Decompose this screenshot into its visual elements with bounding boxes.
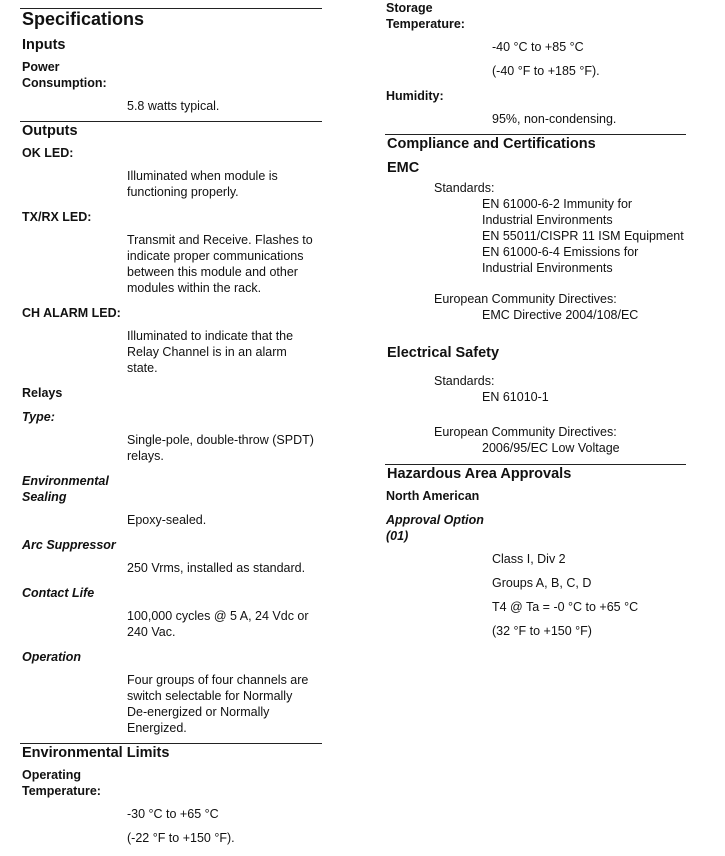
electrical-standards-value: EN 61010-1 bbox=[482, 390, 549, 404]
ok-led-value: Illuminated when module is functioning properly. bbox=[127, 169, 278, 199]
relay-type-label: Type: bbox=[22, 410, 55, 424]
contact-life-value: 100,000 cycles @ 5 A, 24 Vdc or 240 Vac. bbox=[127, 609, 309, 639]
emc-standards-list: EN 61000-6-2 Immunity for Industrial Environments EN 55011/CISPR 11 ISM Equipment EN 61000-6-4 Emissions for Industrial Environments bbox=[482, 197, 684, 275]
emc-standards-label: Standards: bbox=[434, 181, 495, 195]
storage-temperature-celsius: -40 °C to +85 °C bbox=[492, 40, 584, 54]
electrical-directives-value: 2006/95/EC Low Voltage bbox=[482, 441, 620, 455]
storage-temperature-fahrenheit: (-40 °F to +185 °F). bbox=[492, 64, 600, 78]
contact-life-label: Contact Life bbox=[22, 586, 95, 600]
environmental-sealing-value: Epoxy-sealed. bbox=[127, 513, 207, 527]
power-consumption-value: 5.8 watts typical. bbox=[127, 99, 220, 113]
hazardous-temp-celsius: T4 @ Ta = -0 °C to +65 °C bbox=[492, 600, 639, 614]
electrical-standards-label: Standards: bbox=[434, 374, 495, 388]
relays-heading: Relays bbox=[22, 386, 63, 400]
hazardous-heading: Hazardous Area Approvals bbox=[387, 466, 572, 482]
emc-heading: EMC bbox=[387, 160, 420, 176]
ch-alarm-led-value: Illuminated to indicate that the Relay Channel is in an alarm state. bbox=[127, 329, 294, 375]
hazardous-groups: Groups A, B, C, D bbox=[492, 576, 592, 590]
operation-value: Four groups of four channels are switch selectable for Normally De-energized or Normally Energized. bbox=[127, 673, 309, 735]
north-american-label: North American bbox=[386, 489, 480, 503]
relay-type-value: Single-pole, double-throw (SPDT) relays. bbox=[127, 433, 314, 463]
approval-option-label: Approval Option (01) bbox=[386, 513, 484, 543]
outputs-heading: Outputs bbox=[22, 123, 78, 139]
environmental-sealing-label: Environmental Sealing bbox=[22, 474, 109, 504]
arc-suppressor-value: 250 Vrms, installed as standard. bbox=[127, 561, 306, 575]
compliance-rule bbox=[385, 134, 686, 135]
env-limits-rule bbox=[20, 743, 322, 744]
electrical-safety-heading: Electrical Safety bbox=[387, 345, 500, 361]
txrx-led-value: Transmit and Receive. Flashes to indicate proper communications between this module and other modules within the rack. bbox=[127, 233, 313, 295]
page-title: Specifications bbox=[22, 9, 145, 29]
outputs-rule bbox=[20, 121, 322, 122]
storage-temperature-label: Storage Temperature: bbox=[386, 1, 465, 31]
env-limits-heading: Environmental Limits bbox=[22, 745, 170, 761]
operation-label: Operation bbox=[22, 650, 82, 664]
electrical-directives-label: European Community Directives: bbox=[434, 425, 617, 439]
emc-directives-label: European Community Directives: bbox=[434, 292, 617, 306]
compliance-heading: Compliance and Certifications bbox=[387, 136, 596, 152]
inputs-heading: Inputs bbox=[22, 37, 66, 53]
power-consumption-label: Power Consumption: bbox=[22, 60, 107, 90]
hazardous-rule bbox=[385, 464, 686, 465]
ch-alarm-led-label: CH ALARM LED: bbox=[22, 306, 121, 320]
operating-temperature-label: Operating Temperature: bbox=[22, 768, 101, 798]
operating-temperature-fahrenheit: (-22 °F to +150 °F). bbox=[127, 831, 235, 845]
ok-led-label: OK LED: bbox=[22, 146, 74, 160]
arc-suppressor-label: Arc Suppressor bbox=[22, 538, 116, 552]
hazardous-class: Class I, Div 2 bbox=[492, 552, 566, 566]
emc-directives-value: EMC Directive 2004/108/EC bbox=[482, 308, 639, 322]
hazardous-temp-fahrenheit: (32 °F to +150 °F) bbox=[492, 624, 592, 638]
txrx-led-label: TX/RX LED: bbox=[22, 210, 92, 224]
humidity-value: 95%, non-condensing. bbox=[492, 112, 617, 126]
humidity-label: Humidity: bbox=[386, 89, 444, 103]
operating-temperature-celsius: -30 °C to +65 °C bbox=[127, 807, 219, 821]
